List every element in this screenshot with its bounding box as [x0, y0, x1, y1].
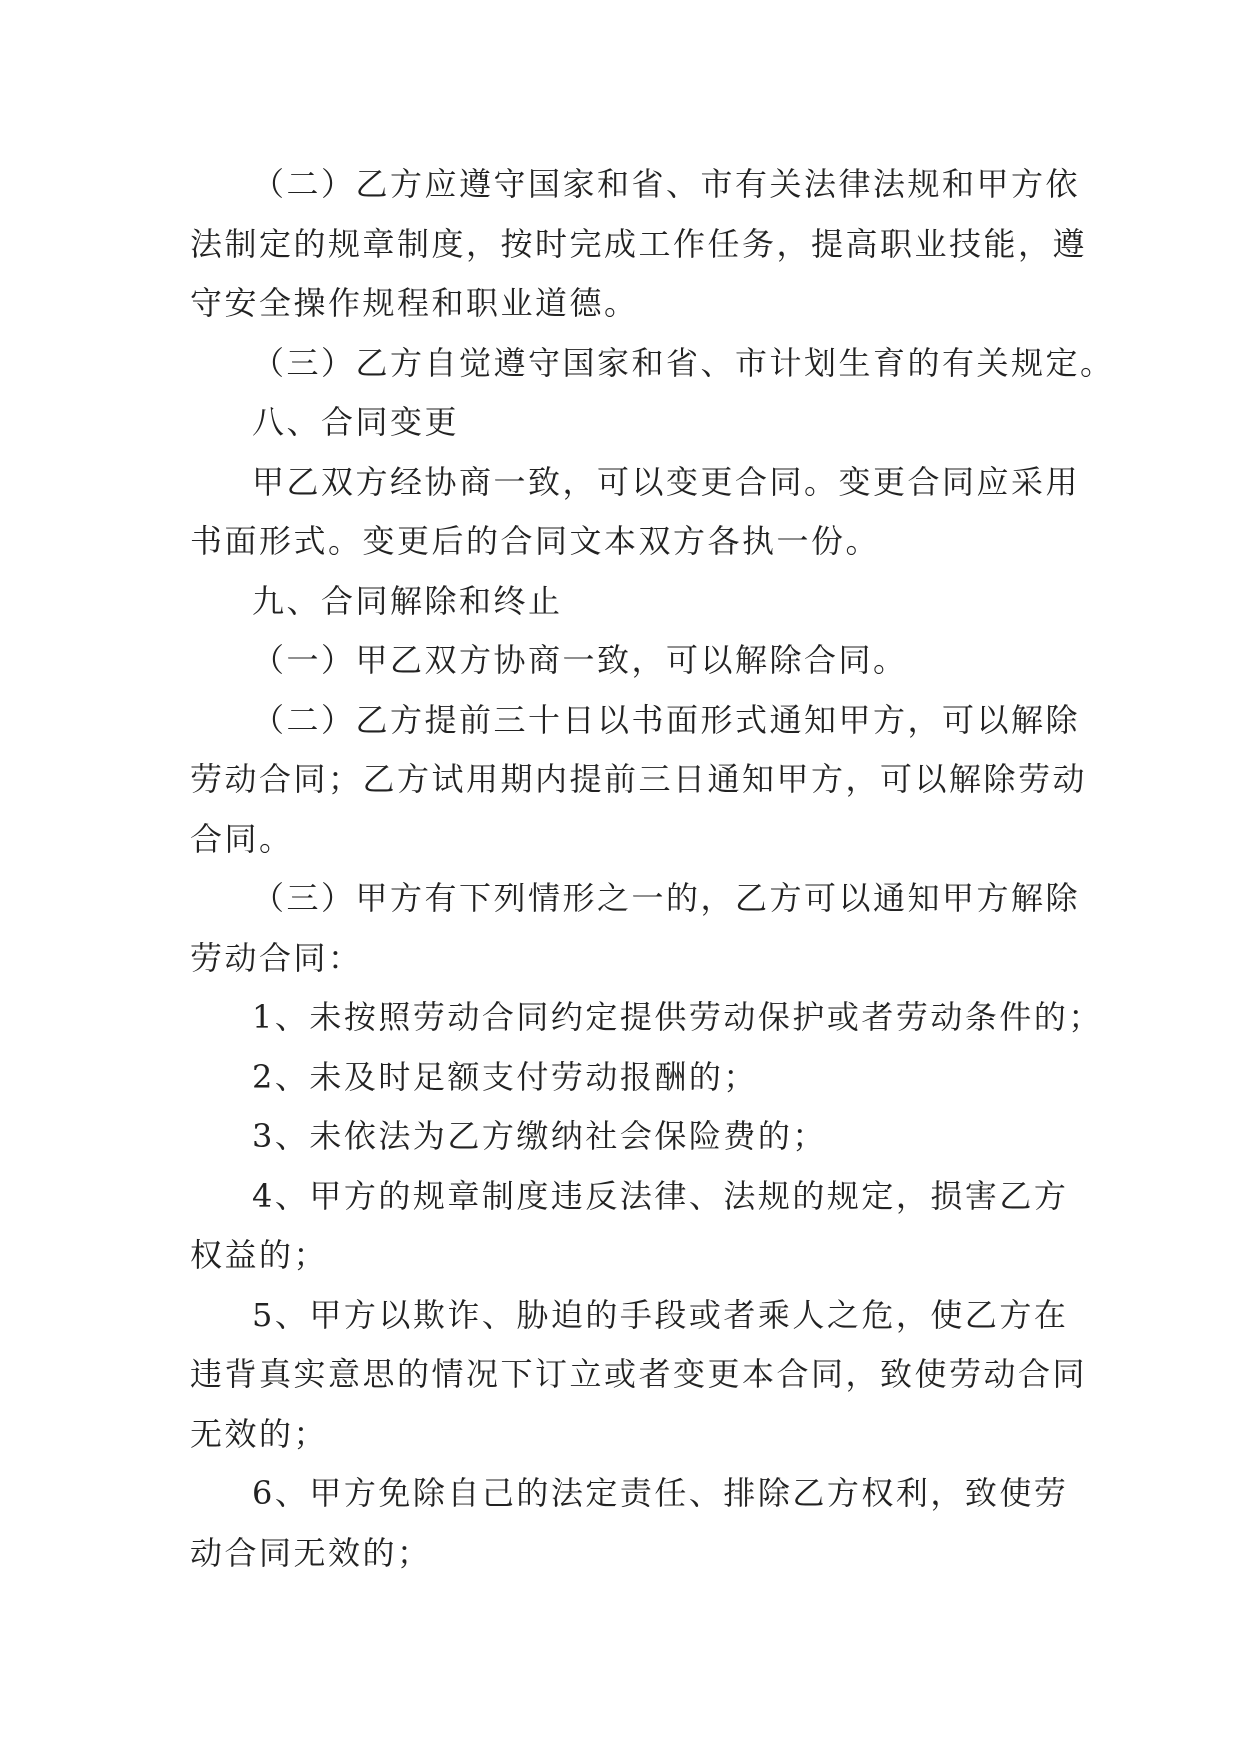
text-line: 2、未及时足额支付劳动报酬的； [252, 1057, 758, 1096]
text-line: （二）乙方提前三十日以书面形式通知甲方，可以解除 [252, 700, 1081, 739]
text-line: 无效的； [190, 1414, 329, 1453]
text-line: 违背真实意思的情况下订立或者变更本合同，致使劳动合同 [190, 1355, 1088, 1393]
text-line: （一）甲乙双方协商一致，可以解除合同。 [252, 641, 908, 679]
text-line: 九、合同解除和终止 [252, 581, 563, 620]
text-line: 动合同无效的； [190, 1533, 432, 1572]
text-line: 5、甲方以欺诈、胁迫的手段或者乘人之危，使乙方在 [252, 1295, 1069, 1334]
text-line: （二）乙方应遵守国家和省、市有关法律法规和甲方依 [252, 165, 1081, 203]
text-line: （三）乙方自觉遵守国家和省、市计划生育的有关规定。 [252, 343, 1115, 382]
contract-body-text [190, 155, 1115, 1583]
text-line: 权益的； [190, 1236, 329, 1274]
text-line: （三）甲方有下列情形之一的，乙方可以通知甲方解除 [252, 879, 1081, 917]
text-line: 合同。 [190, 819, 294, 858]
text-line: 1、未按照劳动合同约定提供劳动保护或者劳动条件的； [252, 998, 1103, 1036]
text-line: 4、甲方的规章制度违反法律、法规的规定，损害乙方 [252, 1176, 1069, 1215]
text-line: 劳动合同： [190, 938, 363, 977]
text-line: 八、合同变更 [252, 403, 460, 441]
text-line: 劳动合同；乙方试用期内提前三日通知甲方，可以解除劳动 [190, 760, 1088, 798]
text-line: 甲乙双方经协商一致，可以变更合同。变更合同应采用 [252, 462, 1081, 501]
text-line: 法制定的规章制度，按时完成工作任务，提高职业技能，遵 [190, 224, 1088, 263]
text-line: 3、未依法为乙方缴纳社会保险费的； [252, 1117, 827, 1155]
text-line: 6、甲方免除自己的法定责任、排除乙方权利，致使劳 [252, 1474, 1069, 1512]
text-line: 书面形式。变更后的合同文本双方各执一份。 [190, 522, 881, 560]
text-line: 守安全操作规程和职业道德。 [190, 284, 639, 322]
